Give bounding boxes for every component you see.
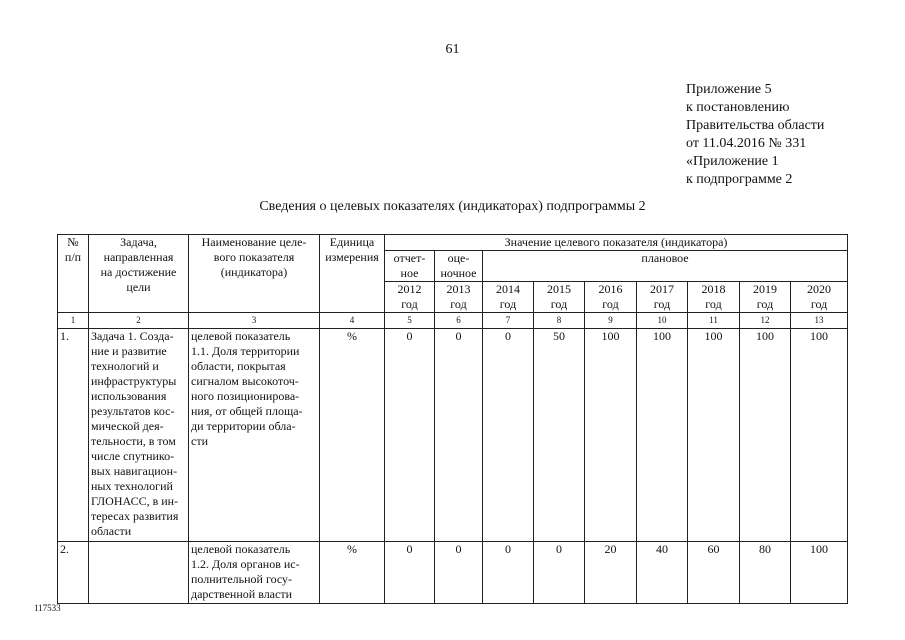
row-number: 1. [58,329,89,542]
col-number: 10 [637,313,688,329]
header-value-group: Значение целевого показателя (индикатора) [385,235,848,251]
col-number: 11 [688,313,740,329]
appendix-line: Приложение 5 [686,82,772,97]
value-cell: 100 [637,329,688,542]
header-planned: плановое [483,251,848,282]
task-cell [89,542,189,604]
document-title: Сведения о целевых показателях (индикаторах) подпрограммы 2 [259,199,646,214]
year-2015: 2015 год [534,282,585,313]
year-2013: 2013 год [435,282,483,313]
col-number: 13 [791,313,848,329]
year-2016: 2016 год [585,282,637,313]
value-cell: 20 [585,542,637,604]
indicator-cell: целевой показатель 1.2. Доля органов ис- полнительной госу- дарственной власти [189,542,320,604]
indicator-cell: целевой показатель 1.1. Доля территории области, покрытая сигналом высокоточ- ного позиционирова- ния, от общей площа- ди территории обла- сти [189,329,320,542]
column-number-row [58,313,848,329]
appendix-line: «Приложение 1 [686,154,779,169]
appendix-line: Правительства области [686,118,825,133]
value-cell: 0 [534,542,585,604]
year-2017: 2017 год [637,282,688,313]
value-cell: 40 [637,542,688,604]
unit-cell: % [320,329,385,542]
unit-cell: % [320,542,385,604]
col-number: 2 [89,313,189,329]
appendix-line: к постановлению [686,100,790,115]
value-cell: 50 [534,329,585,542]
value-cell: 0 [385,542,435,604]
year-2018: 2018 год [688,282,740,313]
year-2019: 2019 год [740,282,791,313]
value-cell: 0 [385,329,435,542]
table-row [58,542,848,604]
value-cell: 60 [688,542,740,604]
footer-code: 117533 [34,603,61,613]
header-estimate: оце- ночное [435,251,483,282]
year-2014: 2014 год [483,282,534,313]
value-cell: 100 [791,542,848,604]
appendix-line: к подпрограмме 2 [686,172,793,187]
value-cell: 0 [435,542,483,604]
value-cell: 100 [688,329,740,542]
indicators-table [57,234,848,604]
header-task: Задача, направленная на достижение цели [89,235,189,313]
col-number: 6 [435,313,483,329]
value-cell: 100 [740,329,791,542]
table-row [58,329,848,542]
col-number: 12 [740,313,791,329]
header-unit: Единица измерения [320,235,385,313]
col-number: 3 [189,313,320,329]
value-cell: 100 [585,329,637,542]
value-cell: 100 [791,329,848,542]
col-number: 7 [483,313,534,329]
appendix-line: от 11.04.2016 № 331 [686,136,807,151]
col-number: 5 [385,313,435,329]
header-report: отчет- ное [385,251,435,282]
row-number: 2. [58,542,89,604]
col-number: 8 [534,313,585,329]
page-number: 61 [445,42,460,57]
year-2012: 2012 год [385,282,435,313]
value-cell: 0 [483,329,534,542]
task-cell: Задача 1. Созда- ние и развитие технологий и инфраструктуры использования результатов кос- мической дея- тельности, в том числе спутнико- вых навигацион- ных технологий ГЛОНАСС, в ин- тересах развития области [89,329,189,542]
col-number: 1 [58,313,89,329]
year-2020: 2020 год [791,282,848,313]
value-cell: 0 [483,542,534,604]
value-cell: 0 [435,329,483,542]
appendix-reference [686,81,824,189]
header-indicator: Наименование целе- вого показателя (индикатора) [189,235,320,313]
header-num: № п/п [58,235,89,313]
col-number: 9 [585,313,637,329]
col-number: 4 [320,313,385,329]
value-cell: 80 [740,542,791,604]
